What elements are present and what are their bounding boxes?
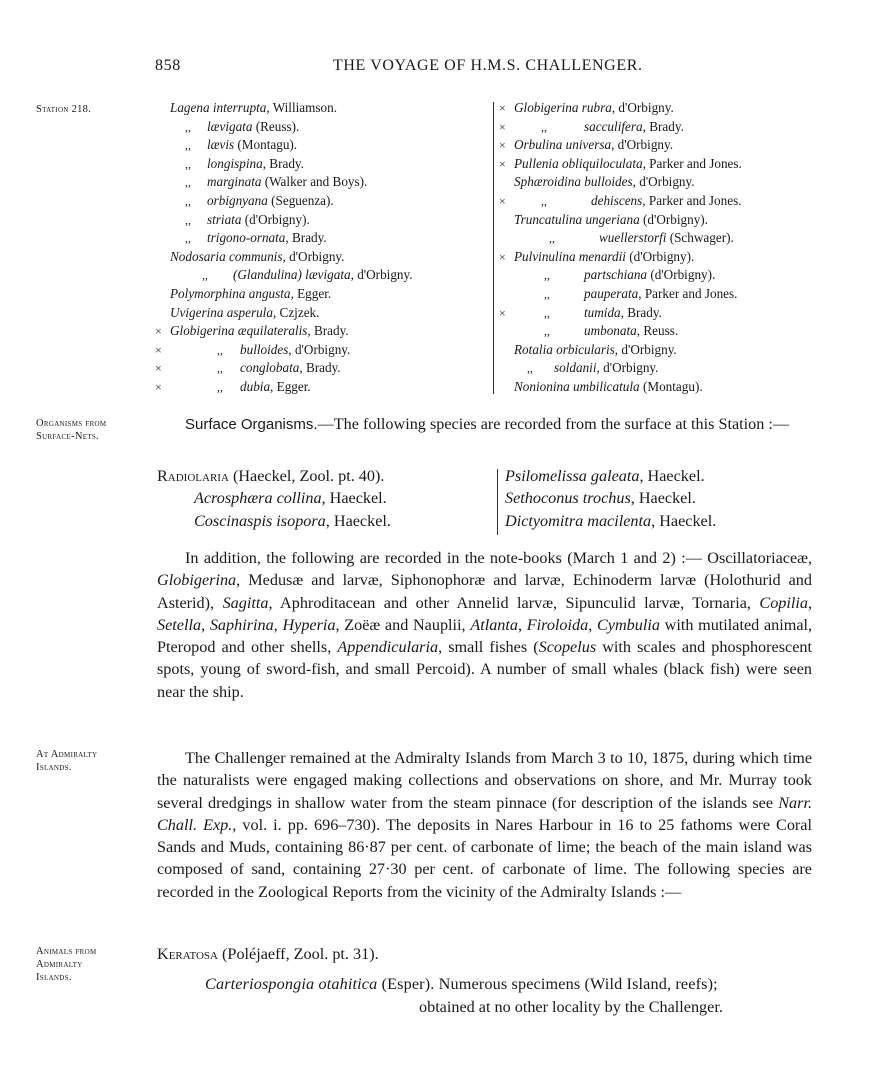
- species-row: [155, 266, 485, 285]
- species-row: [155, 285, 485, 304]
- running-title: THE VOYAGE OF H.M.S. CHALLENGER.: [333, 57, 643, 74]
- species-row: [155, 359, 485, 378]
- species-name: dubia: [240, 378, 271, 394]
- species-name: conglobata: [240, 360, 300, 376]
- running-head: [155, 57, 815, 81]
- species-text: [554, 359, 658, 378]
- species-row: [499, 192, 819, 211]
- ditto-mark: ,,: [185, 231, 191, 246]
- text-run: , Zoëæ and Nauplii,: [335, 615, 471, 634]
- cross-mark-icon: ×: [499, 193, 506, 208]
- genus-name: Globigerina: [514, 100, 582, 115]
- cross-mark-icon: ×: [155, 324, 162, 339]
- species-text: [584, 118, 684, 137]
- radiolaria-heading: [157, 465, 477, 487]
- species-author: , Brady.: [307, 323, 349, 339]
- species-name: bulloides: [240, 341, 289, 357]
- species-row: [155, 304, 485, 323]
- species-name: longispina: [207, 155, 263, 171]
- species-text: [584, 304, 662, 323]
- species-row: [499, 359, 819, 378]
- species-author: , Haeckel.: [325, 511, 391, 530]
- section-intro: —The following species are recorded from the surface at this Station :—: [317, 415, 790, 433]
- species-list-left: [155, 99, 485, 397]
- margin-note-station: [36, 103, 91, 116]
- species-name: dehiscens: [591, 192, 643, 208]
- species-name: menardii: [578, 248, 626, 264]
- group-reference: (Poléjaeff, Zool. pt. 31).: [218, 945, 379, 963]
- species-row: [155, 173, 485, 192]
- species-author: , Czjzek.: [272, 304, 320, 320]
- text-run: with scales and phosphorescent spots, young of sword-fish, and small Percoid). A number of small whales (black fish) were seen near the ship.: [157, 638, 812, 701]
- species-text: [584, 285, 737, 304]
- text-run: , vol. i. pp. 696–730). The deposits in Nares Harbour in 16 to 25 fathoms were Coral Sands and Muds, containing 86·87 per cent. of carbonate of lime; the beach of the main island was composed of sand, containing 27·30 per cent. of carbonate of lime. The following species are recorded in the Zoological Reports from the vicinity of the Admiralty Islands :—: [157, 815, 812, 901]
- species-name: universa: [565, 137, 612, 153]
- species-author: (d'Orbigny).: [647, 267, 716, 283]
- ditto-mark: ,,: [541, 119, 547, 134]
- species-name: lævigata: [207, 118, 253, 134]
- species-author: , Brady.: [299, 360, 341, 376]
- species-note-continued: obtained at no other locality by the Challenger.: [419, 997, 723, 1016]
- species-text: [207, 155, 304, 174]
- italic-term: Copilia: [759, 593, 808, 612]
- species-row: [499, 285, 819, 304]
- species-entry: [157, 487, 477, 509]
- species-row: [499, 304, 819, 323]
- species-name: Carteriospongia otahitica: [205, 975, 378, 994]
- species-text: [514, 155, 742, 174]
- species-name: angusta: [248, 285, 291, 301]
- ditto-mark: ,,: [544, 268, 550, 283]
- species-text: [207, 192, 334, 211]
- text-run: The Challenger remained at the Admiralty Islands from March 3 to 10, 1875, during which time the naturalists were engaged making collections and observations on shore, and Mr. Murray took several dredgings in shallow water from the steam pinnace (for description of the islands see: [157, 749, 812, 812]
- page-number: 858: [155, 57, 181, 74]
- species-author: , Parker and Jones.: [642, 155, 742, 171]
- text-run: with mutilated animal, Pteropod and other shells,: [157, 615, 813, 657]
- species-row: [155, 155, 485, 174]
- species-name: (Glandulina) lævigata: [233, 267, 351, 283]
- species-row: [155, 322, 485, 341]
- species-text: [170, 99, 337, 118]
- text-run: ,: [201, 615, 210, 634]
- species-row: [155, 99, 485, 118]
- species-row: [499, 322, 819, 341]
- species-row: [499, 266, 819, 285]
- keratosa-section: [157, 943, 817, 1018]
- species-row: [155, 378, 485, 397]
- text-run: ,: [588, 615, 597, 634]
- species-author: , Williamson.: [266, 100, 338, 115]
- species-author: , d'Orbigny.: [632, 174, 695, 190]
- species-name: ungeriana: [585, 211, 640, 227]
- ditto-mark: ,,: [544, 305, 550, 320]
- species-author: (d'Orbigny).: [625, 248, 695, 264]
- species-author: , Haeckel.: [321, 489, 387, 508]
- margin-note-line: Animals from: [36, 946, 97, 957]
- species-author: (Schwager).: [666, 230, 734, 246]
- species-author: , d'Orbigny.: [350, 267, 413, 283]
- species-list-right: [499, 99, 819, 397]
- species-row: [155, 192, 485, 211]
- italic-term: Hyperia: [282, 615, 336, 634]
- species-text: [584, 266, 715, 285]
- genus-name: Pulvinulina: [514, 248, 579, 264]
- species-text: [170, 322, 349, 341]
- species-name: soldanii: [554, 360, 597, 376]
- species-author: (Montagu).: [234, 137, 298, 153]
- italic-term: Cymbulia: [596, 615, 660, 634]
- species-name: Sethoconus trochus: [505, 489, 631, 508]
- species-name: obliquiloculata: [561, 155, 643, 171]
- species-text: [170, 304, 319, 323]
- margin-note-admiralty: [36, 748, 97, 774]
- species-name: Acrosphæra collina: [194, 489, 322, 508]
- genus-name: Sphæroidina: [514, 174, 585, 190]
- species-name: æquilateralis: [237, 323, 308, 339]
- ditto-mark: ,,: [544, 324, 550, 339]
- species-name: sacculifera: [584, 118, 643, 134]
- keratosa-heading: [157, 943, 817, 965]
- ditto-mark: ,,: [185, 138, 191, 153]
- cross-mark-icon: ×: [499, 138, 506, 153]
- species-row: [499, 136, 819, 155]
- genus-name: Truncatulina: [514, 211, 586, 227]
- ditto-mark: ,,: [541, 193, 547, 208]
- ditto-mark: ,,: [217, 342, 223, 357]
- italic-term: Appendicularia: [337, 638, 439, 657]
- species-author: (Montagu).: [639, 378, 703, 394]
- species-note: Numerous specimens (Wild Island, reefs);: [434, 975, 718, 994]
- species-entry: [505, 510, 825, 532]
- italic-term: Narr. Chall. Exp.: [157, 793, 812, 834]
- species-text: [170, 248, 344, 267]
- species-text: [207, 136, 297, 155]
- species-author: , Reuss.: [636, 323, 679, 339]
- genus-name: Orbulina: [514, 137, 566, 153]
- species-name: pauperata: [584, 285, 639, 301]
- column-divider: [497, 469, 498, 535]
- margin-note-surface-nets: [36, 417, 106, 443]
- species-author: , d'Orbigny.: [596, 360, 659, 376]
- column-divider: [493, 102, 494, 394]
- margin-note-line: Surface-Nets.: [36, 431, 99, 442]
- ditto-mark: ,,: [202, 268, 208, 283]
- cross-mark-icon: ×: [155, 379, 162, 394]
- margin-note-line: At Admiralty: [36, 749, 98, 760]
- ditto-mark: ,,: [185, 193, 191, 208]
- species-name: interrupta: [212, 100, 267, 115]
- species-author: , Brady.: [285, 230, 327, 246]
- cross-mark-icon: ×: [499, 249, 506, 264]
- cross-mark-icon: ×: [499, 119, 506, 134]
- species-row: [499, 99, 819, 118]
- species-text: [240, 378, 311, 397]
- species-name: lævis: [207, 137, 235, 153]
- species-name: umbonata: [584, 323, 637, 339]
- species-text: [240, 359, 341, 378]
- species-row: [155, 248, 485, 267]
- margin-note-text: Station 218.: [36, 104, 92, 115]
- group-name: Keratosa: [157, 945, 218, 963]
- species-entry: [157, 973, 817, 995]
- ditto-mark: ,,: [185, 119, 191, 134]
- species-text: [514, 341, 677, 360]
- radiolaria-table: [157, 465, 817, 540]
- species-name: orbignyana: [207, 192, 268, 208]
- admiralty-paragraph: [157, 747, 812, 903]
- cross-mark-icon: ×: [155, 361, 162, 376]
- margin-note-line: Islands.: [36, 972, 72, 983]
- species-text: [207, 211, 310, 230]
- cross-mark-icon: ×: [499, 305, 506, 320]
- species-author: , d'Orbigny.: [611, 100, 674, 115]
- species-row: [499, 118, 819, 137]
- text-run: , Medusæ and larvæ, Siphonophoræ and larvæ, Echinoderm larvæ (Holothurid and Asterid),: [157, 571, 812, 612]
- species-author: , Egger.: [270, 378, 311, 394]
- italic-term: Saphirina: [209, 615, 274, 634]
- species-author: (Reuss).: [252, 118, 300, 134]
- italic-term: Setella: [157, 615, 202, 634]
- species-author: , Parker and Jones.: [638, 285, 738, 301]
- species-author: , Brady.: [642, 118, 684, 134]
- species-name: rubra: [581, 100, 612, 115]
- species-author: , d'Orbigny.: [611, 137, 674, 153]
- margin-note-animals: [36, 945, 96, 984]
- species-name: Psilomelissa galeata: [505, 467, 640, 485]
- species-text: [514, 136, 673, 155]
- genus-name: Rotalia: [514, 341, 557, 357]
- surface-organisms-paragraph: [157, 413, 812, 436]
- italic-term: Sagitta: [222, 593, 269, 612]
- species-name: asperula: [226, 304, 273, 320]
- species-author: , Haeckel.: [630, 489, 696, 508]
- species-author: (d'Orbigny).: [241, 211, 310, 227]
- species-name: Coscinaspis isopora: [194, 511, 326, 530]
- species-name: partschiana: [584, 267, 648, 283]
- species-name: tumida: [584, 304, 621, 320]
- species-author: , d'Orbigny.: [288, 341, 351, 357]
- text-run: ,: [517, 615, 527, 634]
- species-name: marginata: [207, 174, 262, 190]
- species-text: [207, 173, 367, 192]
- text-run: , small fishes (: [438, 638, 539, 657]
- species-row: [499, 341, 819, 360]
- ditto-mark: ,,: [217, 361, 223, 376]
- species-name: umbilicatula: [572, 378, 640, 394]
- species-text: [170, 285, 331, 304]
- margin-note-line: Admiralty: [36, 959, 83, 970]
- species-name: wuellerstorfi: [599, 230, 667, 246]
- species-text: [233, 266, 413, 285]
- species-author: , d'Orbigny.: [282, 248, 345, 264]
- cross-mark-icon: ×: [155, 342, 162, 357]
- species-text: [591, 192, 742, 211]
- species-text: [207, 229, 327, 248]
- species-author: (d'Orbigny).: [639, 211, 708, 227]
- margin-note-line: Organisms from: [36, 418, 107, 429]
- species-text: [599, 229, 734, 248]
- species-author: , Parker and Jones.: [642, 192, 742, 208]
- species-row: [499, 248, 819, 267]
- genus-name: Globigerina: [170, 323, 238, 339]
- species-author: , Brady.: [620, 304, 662, 320]
- species-name: communis: [229, 248, 283, 264]
- species-text: [514, 248, 694, 267]
- genus-name: Lagena: [170, 100, 213, 115]
- species-text: [514, 173, 695, 192]
- genus-name: Uvigerina: [170, 304, 227, 320]
- species-author: (Walker and Boys).: [261, 174, 368, 190]
- species-author: , Haeckel.: [651, 511, 717, 530]
- species-author: , Haeckel.: [639, 467, 705, 485]
- species-entry: [157, 510, 477, 532]
- cross-mark-icon: ×: [499, 101, 506, 115]
- species-row: [499, 378, 819, 397]
- species-row: [155, 229, 485, 248]
- species-author: (Seguenza).: [267, 192, 334, 208]
- italic-term: Globigerina: [157, 571, 237, 590]
- section-heading: Surface Organisms.: [185, 416, 318, 433]
- species-text: [207, 118, 299, 137]
- ditto-mark: ,,: [185, 175, 191, 190]
- species-row: [499, 173, 819, 192]
- species-author: , d'Orbigny.: [614, 341, 677, 357]
- radiolaria-left-column: [157, 465, 477, 532]
- species-entry: [505, 487, 825, 509]
- species-text: [240, 341, 350, 360]
- species-author: , Brady.: [262, 155, 304, 171]
- species-row: [155, 118, 485, 137]
- ditto-mark: ,,: [185, 212, 191, 227]
- italic-term: Scopelus: [538, 638, 597, 657]
- genus-name: Nonionina: [514, 378, 573, 394]
- species-row: [499, 211, 819, 230]
- species-name: Dictyomitra macilenta: [505, 511, 652, 530]
- genus-name: Polymorphina: [170, 285, 249, 301]
- species-text: [584, 322, 678, 341]
- text-run: ,: [273, 615, 283, 634]
- text-run: , Aphroditacean and other Annelid larvæ, Sipunculid larvæ, Tornaria,: [268, 593, 760, 612]
- species-name: striata: [207, 211, 242, 227]
- species-name: orbicularis: [556, 341, 615, 357]
- group-name: Radiolaria: [157, 467, 229, 485]
- species-author: (Esper).: [377, 975, 435, 994]
- species-row: [155, 136, 485, 155]
- species-name: bulloides: [584, 174, 633, 190]
- species-entry: [505, 465, 825, 487]
- species-text: [514, 378, 703, 397]
- ditto-mark: ,,: [544, 286, 550, 301]
- notebooks-paragraph: [157, 547, 812, 703]
- ditto-mark: ,,: [217, 379, 223, 394]
- ditto-mark: ,,: [185, 156, 191, 171]
- cross-mark-icon: ×: [499, 156, 506, 171]
- species-text: [514, 99, 674, 118]
- text-run: In addition, the following are recorded in the note-books (March 1 and 2) :— Oscillatoriaceæ,: [185, 549, 812, 567]
- species-text: [514, 211, 708, 230]
- text-run: ,: [807, 593, 813, 612]
- species-row: [499, 155, 819, 174]
- species-row: [155, 341, 485, 360]
- species-author: , Egger.: [290, 285, 332, 301]
- ditto-mark: ,,: [549, 231, 555, 246]
- italic-term: Atlanta: [470, 615, 518, 634]
- species-row: [499, 229, 819, 248]
- species-row: [155, 211, 485, 230]
- genus-name: Nodosaria: [170, 248, 229, 264]
- ditto-mark: ,,: [527, 361, 533, 376]
- italic-term: Firoloida: [526, 615, 589, 634]
- genus-name: Pullenia: [514, 155, 562, 171]
- radiolaria-right-column: [505, 465, 825, 532]
- margin-note-line: Islands.: [36, 762, 72, 773]
- species-name: trigono-ornata: [207, 230, 286, 246]
- group-reference: (Haeckel, Zool. pt. 40).: [228, 467, 385, 485]
